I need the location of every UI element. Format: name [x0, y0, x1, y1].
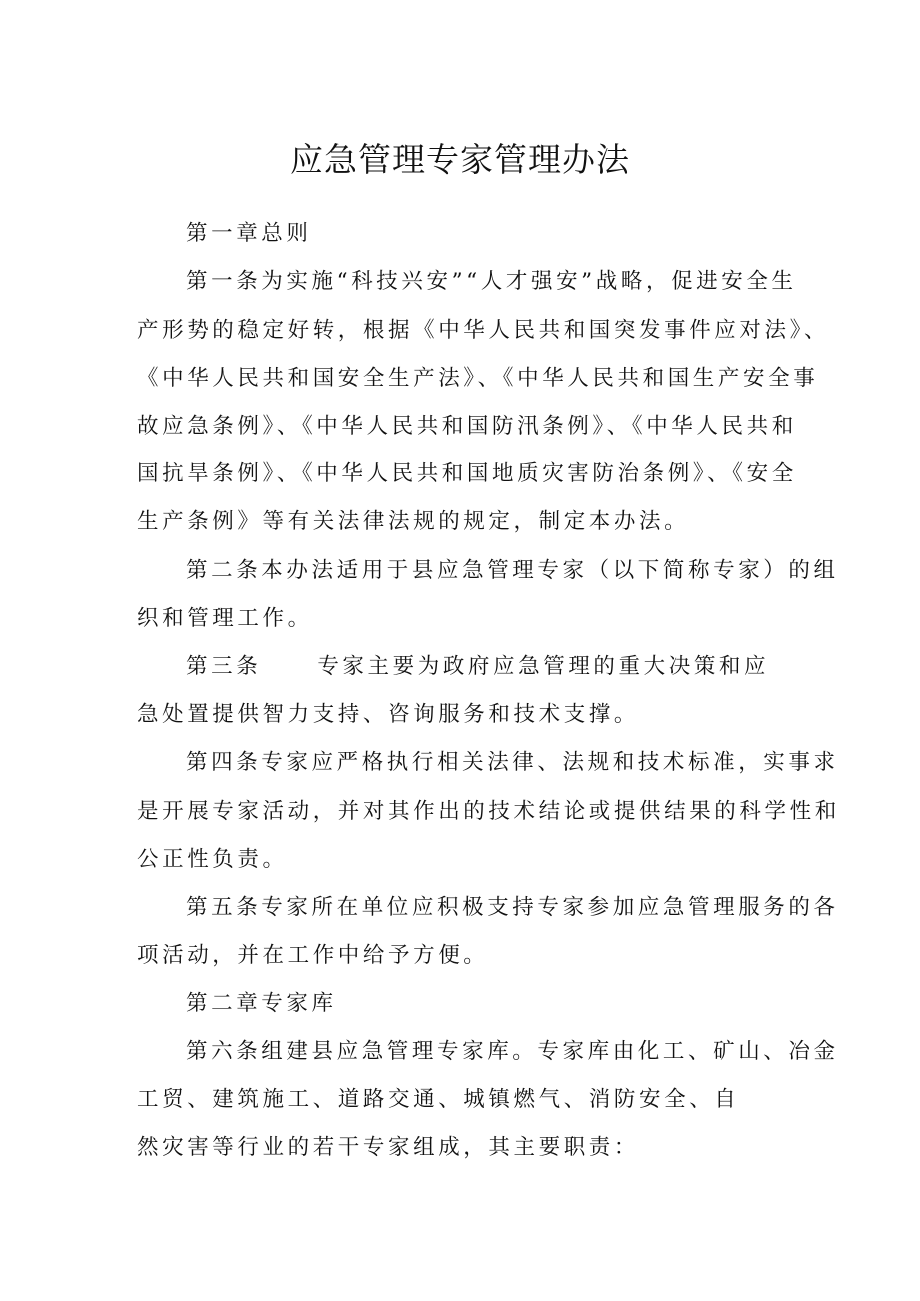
- document-title: 应急管理专家管理办法: [290, 140, 630, 179]
- article-3-text: 专家主要为政府应急管理的重大决策和应: [317, 654, 770, 679]
- article-5-line: 项活动，并在工作中给予方便。: [137, 943, 489, 968]
- article-1-line: 故应急条例》、《中华人民共和国防汛条例》、《中华人民共和: [137, 414, 797, 439]
- article-6-line: 第六条组建县应急管理专家库。专家库由化工、矿山、冶金: [186, 1039, 839, 1064]
- article-5-line: 第五条专家所在单位应积极支持专家参加应急管理服务的各: [186, 895, 839, 920]
- chapter-heading: 第一章总则: [186, 221, 312, 246]
- article-6-line: 然灾害等行业的若干专家组成，其主要职责：: [137, 1135, 640, 1160]
- article-1-line: 产形势的稳定好转，根据《中华人民共和国突发事件应对法》、: [137, 318, 830, 343]
- article-3-line: 急处置提供智力支持、咨询服务和技术支撑。: [137, 702, 640, 727]
- article-1-line: 第一条为实施“科技兴安”“人才强安”战略，促进安全生: [186, 269, 797, 294]
- article-6-line: 工贸、建筑施工、道路交通、城镇燃气、消防安全、自: [137, 1087, 740, 1112]
- article-4-line: 公正性负责。: [137, 847, 288, 872]
- article-1-line: 《中华人民共和国安全生产法》、《中华人民共和国生产安全事: [137, 366, 819, 391]
- article-4-line: 第四条专家应严格执行相关法律、法规和技术标准，实事求: [186, 750, 839, 775]
- chapter-heading: 第二章专家库: [186, 991, 337, 1016]
- article-3-label: 第三条: [186, 654, 262, 679]
- article-3-line: [186, 652, 796, 682]
- article-4-line: 是开展专家活动，并对其作出的技术结论或提供结果的科学性和: [137, 799, 840, 824]
- article-1-line: 国抗旱条例》、《中华人民共和国地质灾害防治条例》、《安全: [137, 461, 797, 486]
- article-2-line: 织和管理工作。: [137, 606, 313, 631]
- article-2-line: 第二条本办法适用于县应急管理专家（以下简称专家）的组: [186, 558, 839, 583]
- article-1-line: 生产条例》等有关法律法规的规定，制定本办法。: [137, 509, 690, 534]
